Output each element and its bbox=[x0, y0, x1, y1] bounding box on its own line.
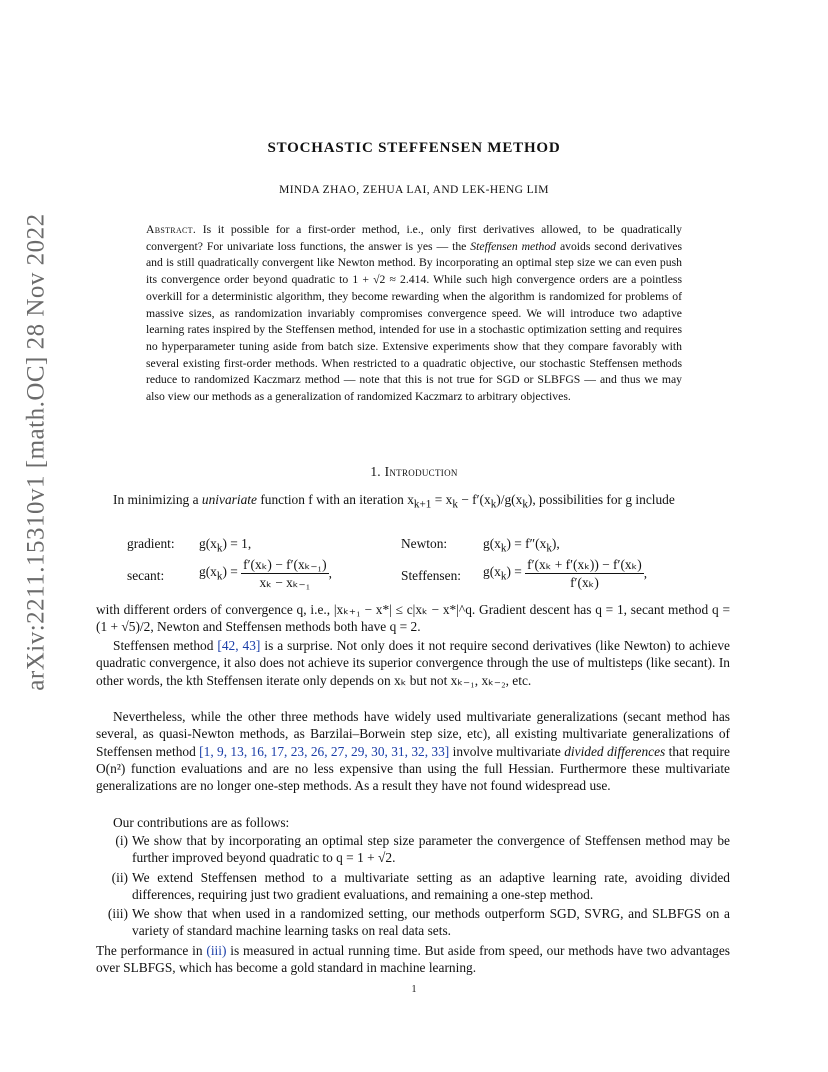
newton-formula: $g(x_k) = f''(x_k)$, bbox=[483, 536, 560, 555]
paragraph-performance: The performance in (iii) is measured in actual running time. But aside from speed, our methods have two advantages over SLBFGS, which has become a gold standard in machine learning. bbox=[96, 943, 730, 976]
contribution-item-2: (ii) We extend Steffensen method to a multivariate setting as an adaptive learning rate, avoiding divided differences, requiring just two gradient evaluations, and remaining a one-step method. bbox=[111, 870, 730, 903]
citation-link[interactable]: [42, 43] bbox=[217, 638, 261, 653]
paragraph-intro: In minimizing a univariate function f with an iteration $x_{k+1} = x_k - f'(x_k)/g(x_k)$, possibilities for g include bbox=[113, 492, 675, 511]
item-reference-link[interactable]: (iii) bbox=[206, 943, 227, 958]
abstract-heading: Abstract. bbox=[146, 223, 197, 236]
paragraph-steffensen-surprise: Steffensen method [42, 43] is a surprise. Not only does it not require second derivatives (like Newton) to achieve quadratic convergence, it also does not achieve its superior convergence through the use of multisteps (like secant). In other words, the kth Steffensen iterate only depends on xₖ but not xₖ₋₁, xₖ₋₂, etc. bbox=[96, 638, 730, 688]
citation-links[interactable]: [1, 9, 13, 16, 17, 23, 26, 27, 29, 30, 31, 32, 33] bbox=[199, 743, 450, 759]
abstract-text-cont: avoids second derivatives and is still quadratically convergent like Newton method. By incorporating an optimal step size we can even push its convergence order beyond quadratic to 1 + √2 ≈ 2.414. While such high convergence orders are a pointless overkill for a deterministic algorithm, they become rewarding when the algorithm is randomized for problems of massive sizes, as randomization invariably compromises convergence speed. We will introduce two adaptive learning rates inspired by the Steffensen method, intended for use in a stochastic optimization setting and requires no hyperparameter tuning aside from batch size. Extensive experiments show that they compare favorably with several existing first-order methods. When restricted to a quadratic objective, our stochastic Steffensen methods reduce to randomized Kaczmarz method — note that this is not true for SGD or SLBFGS — and thus we may also view our methods as a generalization of randomized Kaczmarz to arbitrary objectives. bbox=[146, 239, 683, 404]
equation-row-2 bbox=[127, 556, 737, 596]
paper-authors: MINDA ZHAO, ZEHUA LAI, AND LEK-HENG LIM bbox=[279, 184, 549, 196]
steffensen-fraction: $\frac{\text{f′(xₖ + f′(xₖ)) − f′(xₖ)}}{\text{f′(xₖ)}}$ bbox=[527, 557, 642, 590]
arxiv-side-stamp bbox=[10, 213, 64, 691]
contribution-item-1: (i) We show that by incorporating an optimal step size parameter the convergence of Steffensen method may be further improved beyond quadratic to q = 1 + √2. bbox=[115, 833, 730, 866]
steffensen-formula: $g(x_k)$ = $\frac{\text{f′(xₖ + f′(xₖ)) − f′(xₖ)}}{\text{f′(xₖ)}}$ , bbox=[483, 557, 648, 590]
gradient-label: gradient: bbox=[127, 536, 175, 551]
section-number: 1. bbox=[370, 464, 381, 479]
steffensen-label: Steffensen: bbox=[401, 568, 461, 583]
secant-label: secant: bbox=[127, 568, 165, 583]
abstract-emphasis: Steffensen method bbox=[470, 239, 557, 253]
secant-fraction: $\frac{\text{f′(xₖ) − f′(xₖ₋₁)}}{\text{xₖ − xₖ₋₁}}$ bbox=[243, 557, 327, 590]
section-heading bbox=[0, 464, 828, 480]
emphasis-divided-differences: divided differences bbox=[564, 743, 666, 759]
paper-title: STOCHASTIC STEFFENSEN METHOD bbox=[267, 140, 561, 156]
emphasis-univariate: univariate bbox=[201, 492, 257, 507]
abstract bbox=[146, 222, 682, 406]
section-title: Introduction bbox=[384, 464, 458, 479]
paragraph-contributions-intro: Our contributions are as follows: bbox=[113, 815, 290, 830]
secant-formula: $g(x_k)$ = $\frac{\text{f′(xₖ) − f′(xₖ₋₁)}}{\text{xₖ − xₖ₋₁}}$ , bbox=[199, 557, 332, 590]
arxiv-identifier[interactable]: arXiv:2211.15310v1 [math.OC] 28 Nov 2022 bbox=[23, 213, 50, 691]
equation-row-1 bbox=[127, 536, 737, 556]
paragraph-multivariate: Nevertheless, while the other three methods have widely used multivariate generalizations (secant method has several, as quasi-Newton methods, as Barzilai–Borwein step size, etc), all existing multivariate generalizations of Steffensen method [1, 9, 13, 16, 17, 23, 26, 27, 29, 30, 31, 32, 33] involve multivariate divided differences that require O(n²) function evaluations and are no less expensive than using the full Hessian. Furthermore these multivariate generalizations are no longer one-step methods. As a result they have not found widespread use. bbox=[96, 709, 730, 794]
contribution-item-3: (iii) We show that when used in a randomized setting, our methods outperform SGD, SVRG, and SLBFGS on a variety of standard machine learning tasks on real data sets. bbox=[107, 906, 730, 939]
gradient-formula: $g(x_k) = 1$, bbox=[199, 536, 252, 555]
paragraph-orders: with different orders of convergence q, i.e., |xₖ₊₁ − x*| ≤ c|xₖ − x*|^q. Gradient descent has q = 1, secant method q = (1 + √5)/2, Newton and Steffensen methods both have q = 2. bbox=[96, 602, 730, 635]
newton-label: Newton: bbox=[401, 536, 448, 551]
page-number: 1 bbox=[411, 984, 417, 995]
abstract-text: Is it possible for a first-order method, i.e., only first derivatives allowed, to be quadratically convergent? For univariate loss functions, the answer is yes — the bbox=[146, 223, 682, 253]
